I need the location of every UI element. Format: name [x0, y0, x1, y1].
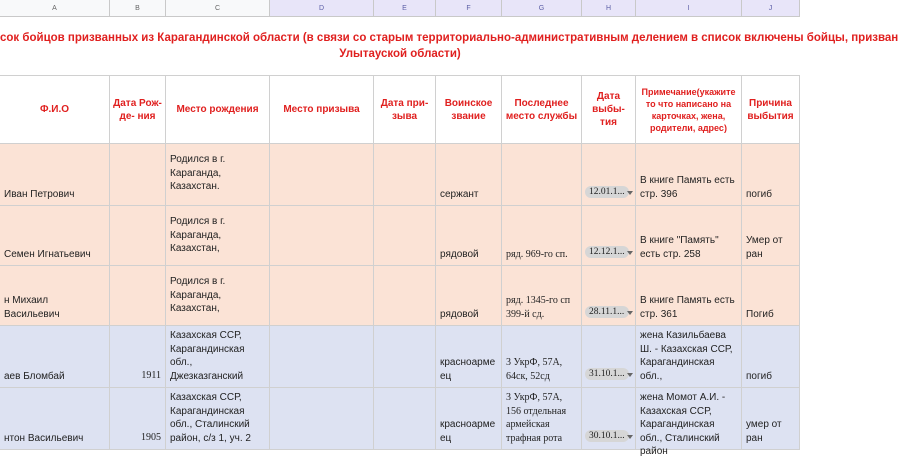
cell-note[interactable] — [636, 326, 742, 388]
cell-conscription-date[interactable] — [374, 326, 436, 388]
sheet-title-line-1: сок бойцов призванных из Карагандинской области (в связи со старым территориально-административным делением в список включены бойцы, призван — [0, 32, 898, 44]
date-chip[interactable]: 30.10.1... — [585, 430, 629, 442]
cell-birth-year[interactable] — [110, 266, 166, 326]
cell-conscription-place[interactable] — [270, 266, 374, 326]
column-header-b[interactable]: B — [110, 0, 166, 17]
cell-reason[interactable] — [742, 206, 800, 266]
cell-birth-place-text: Казахская ССР, Карагандинская обл., Сталинский район, с/з 1, уч. 2 — [170, 392, 251, 444]
cell-birth-year[interactable] — [110, 388, 166, 450]
cell-fio[interactable] — [0, 266, 110, 326]
cell-rank[interactable] — [436, 388, 502, 450]
cell-fio-text: Семен Игнатьевич — [4, 248, 91, 260]
column-header-d[interactable]: D — [270, 0, 374, 17]
cell-reason-text: погиб — [746, 188, 772, 200]
header-row — [0, 76, 800, 144]
cell-note-text: В книге Память есть стр. 361 — [640, 295, 735, 320]
cell-last-service[interactable] — [502, 326, 582, 388]
cell-birth-place-text: Казахская ССР, Карагандинская обл., Джезказганский — [170, 330, 245, 382]
cell-retire-date[interactable] — [582, 206, 636, 266]
cell-reason-text: погиб — [746, 370, 772, 382]
cell-last-service-text: 3 УкрФ, 57А, 64ск, 52сд — [506, 357, 563, 382]
cell-fio-text: нтон Васильевич — [4, 432, 84, 444]
header-rank[interactable]: Воинское звание — [436, 76, 502, 144]
cell-note-text: В книге "Память" есть стр. 258 — [640, 235, 719, 260]
cell-conscription-place[interactable] — [270, 326, 374, 388]
cell-conscription-place[interactable] — [270, 388, 374, 450]
column-header-c[interactable]: C — [166, 0, 270, 17]
cell-birth-year-text: 1911 — [141, 370, 161, 381]
column-header-j[interactable]: J — [742, 0, 800, 17]
cell-last-service-text: 3 УкрФ, 57А, 156 отдельная армейская трафная рота — [506, 392, 567, 444]
cell-rank-text: красноармеец — [440, 419, 496, 444]
cell-last-service[interactable] — [502, 388, 582, 450]
cell-note-text: жена Момот А.И. - Казахская ССР, Карагандинская обл., Сталинский район — [640, 392, 726, 457]
cell-birth-place[interactable] — [166, 266, 270, 326]
cell-note[interactable] — [636, 144, 742, 206]
cell-rank[interactable] — [436, 206, 502, 266]
column-header-e[interactable]: E — [374, 0, 436, 17]
header-note[interactable]: Примечание(укажите то что написано на карточках, жена, родители, адрес) — [636, 76, 742, 144]
dropdown-arrow-icon[interactable] — [627, 435, 633, 439]
column-header-a[interactable]: A — [0, 0, 110, 17]
date-chip[interactable]: 12.01.1... — [585, 186, 629, 198]
cell-rank[interactable] — [436, 266, 502, 326]
cell-reason-text: умер от ран — [746, 419, 782, 444]
cell-rank[interactable] — [436, 144, 502, 206]
cell-note[interactable] — [636, 388, 742, 457]
header-birth-place[interactable]: Место рождения — [166, 76, 270, 144]
cell-conscription-date[interactable] — [374, 388, 436, 450]
cell-birth-place[interactable] — [166, 388, 270, 450]
cell-conscription-date[interactable] — [374, 144, 436, 206]
cell-reason[interactable] — [742, 388, 800, 450]
sheet-title[interactable] — [0, 18, 898, 76]
cell-retire-date[interactable] — [582, 326, 636, 388]
cell-reason-text: Умер от ран — [746, 235, 783, 260]
cell-fio[interactable] — [0, 326, 110, 388]
cell-last-service[interactable] — [502, 144, 582, 206]
header-reason[interactable]: Причина выбытия — [742, 76, 800, 144]
table-row — [0, 266, 800, 326]
cell-last-service-text: ряд. 969-го сп. — [506, 248, 568, 260]
date-chip[interactable]: 28.11.1... — [585, 306, 629, 318]
table-row — [0, 326, 800, 388]
table-row — [0, 206, 800, 266]
cell-birth-year-text: 1905 — [141, 432, 161, 443]
cell-rank[interactable] — [436, 326, 502, 388]
dropdown-arrow-icon[interactable] — [627, 373, 633, 377]
cell-note-text: жена Казильбаева Ш. - Казахская ССР, Карагандинская обл., — [640, 330, 733, 382]
cell-last-service[interactable] — [502, 266, 582, 326]
cell-note[interactable] — [636, 206, 742, 266]
date-chip[interactable]: 12.12.1... — [585, 246, 629, 258]
cell-reason[interactable] — [742, 144, 800, 206]
header-birth-date[interactable]: Дата Рож- де- ния — [110, 76, 166, 144]
cell-birth-place-text: Родился в г. Караганда, Казахстан. — [170, 154, 226, 192]
cell-rank-text: красноармеец — [440, 357, 496, 382]
column-header-bar — [0, 0, 800, 18]
cell-rank-text: рядовой — [440, 248, 479, 260]
cell-conscription-date[interactable] — [374, 266, 436, 326]
cell-conscription-date[interactable] — [374, 206, 436, 266]
cell-conscription-place[interactable] — [270, 206, 374, 266]
cell-birth-place-text: Родился в г. Караганда, Казахстан, — [170, 276, 226, 314]
table-row — [0, 144, 800, 206]
cell-birth-place-text: Родился в г. Караганда, Казахстан, — [170, 216, 226, 254]
cell-retire-date[interactable] — [582, 388, 636, 450]
cell-fio[interactable] — [0, 144, 110, 206]
cell-reason[interactable] — [742, 326, 800, 388]
cell-birth-place[interactable] — [166, 206, 270, 266]
cell-retire-date[interactable] — [582, 266, 636, 326]
sheet-title-line-2: Улытауской области) — [339, 48, 461, 60]
cell-conscription-place[interactable] — [270, 144, 374, 206]
column-header-i[interactable]: I — [636, 0, 742, 17]
column-header-f[interactable]: F — [436, 0, 502, 17]
dropdown-arrow-icon[interactable] — [627, 311, 633, 315]
cell-fio[interactable] — [0, 388, 110, 450]
cell-birth-place[interactable] — [166, 326, 270, 388]
table-row — [0, 388, 800, 457]
cell-reason[interactable] — [742, 266, 800, 326]
cell-birth-place[interactable] — [166, 144, 270, 206]
header-last-service[interactable]: Последнее место службы — [502, 76, 582, 144]
cell-last-service-text: ряд. 1345-го сп 399-й сд. — [506, 295, 571, 320]
cell-reason-text: Погиб — [746, 308, 774, 320]
cell-fio-text: аев Бломбай — [4, 370, 65, 382]
cell-note-text: В книге Память есть стр. 396 — [640, 175, 735, 200]
cell-fio[interactable] — [0, 206, 110, 266]
cell-last-service-text — [502, 198, 510, 201]
column-header-h[interactable]: H — [582, 0, 636, 17]
cell-fio-text: Иван Петрович — [4, 188, 75, 200]
header-fio[interactable]: Ф.И.О — [0, 76, 110, 144]
column-header-g[interactable]: G — [502, 0, 582, 17]
cell-birth-year[interactable] — [110, 326, 166, 388]
cell-retire-date[interactable] — [582, 144, 636, 206]
header-retire-date[interactable]: Дата выбы- тия — [582, 76, 636, 144]
cell-birth-year[interactable] — [110, 206, 166, 266]
cell-note[interactable] — [636, 266, 742, 326]
cell-fio-text: н Михаил Васильевич — [4, 295, 60, 320]
dropdown-arrow-icon[interactable] — [627, 191, 633, 195]
cell-last-service[interactable] — [502, 206, 582, 266]
header-conscription-date[interactable]: Дата при- зыва — [374, 76, 436, 144]
cell-birth-year[interactable] — [110, 144, 166, 206]
date-chip[interactable]: 31.10.1... — [585, 368, 629, 380]
cell-rank-text: сержант — [440, 188, 479, 200]
cell-rank-text: рядовой — [440, 308, 479, 320]
dropdown-arrow-icon[interactable] — [627, 251, 633, 255]
header-conscription-place[interactable]: Место призыва — [270, 76, 374, 144]
